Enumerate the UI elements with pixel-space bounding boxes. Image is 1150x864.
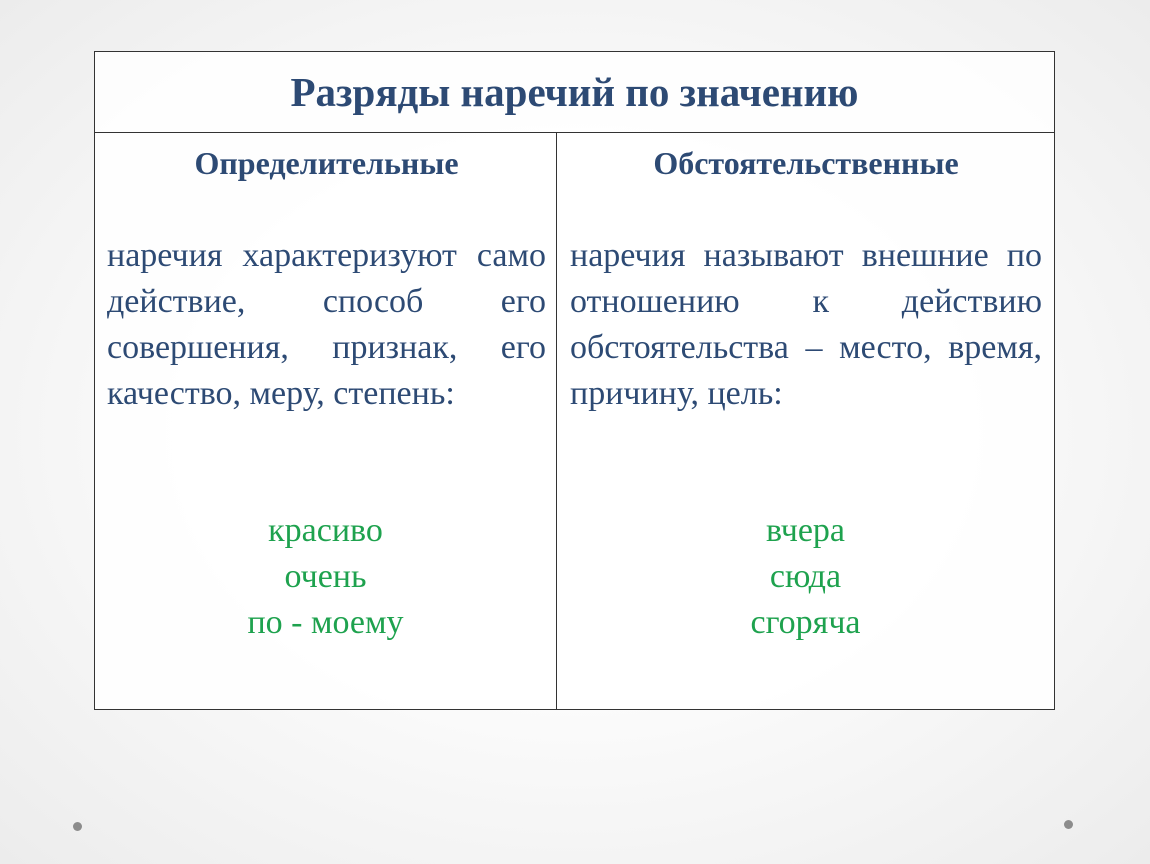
adverb-categories-table: [94, 51, 1055, 710]
column-description-qualitative: наречия характеризуют само действие, способ его совершения, признак, его качество, меру, степень:: [107, 237, 546, 412]
column-description-circumstantial: наречия называют внешние по отношению к действию обстоятельства – место, время, причину, цель:: [570, 237, 1042, 412]
example-word: сюда: [769, 558, 842, 595]
decorative-dot-left: [73, 822, 82, 831]
column-qualitative: [95, 133, 557, 709]
table-title: Разряды наречий по значению: [95, 52, 1054, 133]
example-word: сгоряча: [750, 604, 861, 641]
decorative-dot-right: [1064, 820, 1073, 829]
column-heading-qualitative: Определительные: [194, 145, 459, 181]
column-circumstantial: [557, 133, 1054, 709]
examples-qualitative: [95, 508, 556, 646]
example-word: очень: [284, 558, 367, 595]
example-word: красиво: [268, 512, 383, 549]
examples-circumstantial: [557, 508, 1054, 646]
example-word: вчера: [765, 512, 846, 549]
example-word: по - моему: [247, 604, 404, 641]
column-heading-circumstantial: Обстоятельственные: [653, 145, 959, 181]
